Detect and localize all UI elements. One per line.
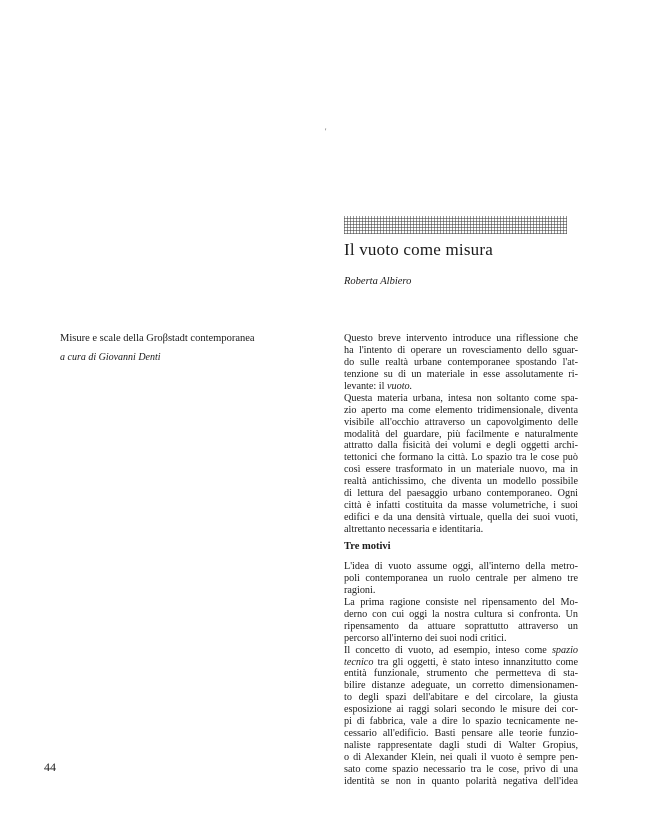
body-line: bilire distanze adeguate, un corretto dimensionamen- — [344, 680, 578, 692]
intro-line: do sulle realtà urbane contemporanee spostando l'at- — [344, 356, 578, 368]
body-line: L'idea di vuoto assume oggi, all'interno della metro- — [344, 561, 578, 572]
body-line: Il concetto di vuoto, ad esempio, inteso come spazio — [344, 644, 578, 656]
article-author: Roberta Albiero — [344, 276, 412, 287]
intro-line: realtà antichissimo, che diventa un modello possibile — [344, 476, 578, 488]
body-line: sato come spazio necessario tra le cose, privo di una — [344, 763, 578, 775]
intro-line: levante: il vuoto. — [344, 380, 413, 392]
body-line: o di Alexander Klein, nei quali il vuoto è sempre pen- — [344, 752, 578, 763]
body-line: derno con cui oggi la nostra cultura si confronta. Un — [344, 608, 578, 620]
body-line: naliste rappresentate dagli studi di Walter Gropius, — [344, 740, 578, 752]
body-line: cessario all'edificio. Basti pensare alle teorie funzio- — [344, 728, 578, 740]
intro-line: città è infatti costituita da masse volumetriche, i suoi — [344, 500, 578, 512]
body-line: esposizione ai raggi solari secondo le misure dei cor- — [344, 704, 578, 716]
intro-line: altrettanto necessaria e identitaria. — [344, 524, 484, 535]
body-line: entità funzionale, strumento che permetteva di sta- — [344, 668, 578, 680]
page-number: 44 — [44, 760, 56, 774]
series-title: Misure e scale della Groβstadt contemporanea — [60, 333, 255, 344]
intro-line: modalità del guardare, più facilmente e naturalmente — [344, 428, 578, 440]
title-hatch-bar — [344, 216, 567, 234]
body-line: La prima ragione consiste nel ripensamento del Mo- — [344, 596, 578, 608]
intro-line: Questa materia urbana, intesa non soltanto come spa- — [344, 392, 578, 404]
intro-line: di lettura del paesaggio urbano contemporaneo. Ogni — [344, 488, 578, 500]
body-line: tecnico tra gli oggetti, è stato inteso innanzitutto come — [344, 656, 578, 668]
body-line: ragioni. — [344, 584, 376, 596]
body-line: poli contemporanea un ruolo centrale per almeno tre — [344, 572, 578, 584]
body-line: to degli spazi dell'abitare e del circolare, la giusta — [344, 692, 578, 704]
intro-line: tenzione su di un materiale in esse assolutamente ri- — [344, 368, 578, 380]
intro-line: tettonici che formano la città. Lo spazio tra le cose può — [344, 452, 578, 464]
series-editor: a cura di Giovanni Denti — [60, 352, 161, 363]
intro-line: così essere trasformato in un materiale nuovo, ma in — [344, 464, 578, 476]
intro-line: visibile all'occhio attraverso un capovolgimento delle — [344, 416, 578, 428]
article-title: Il vuoto come misura — [344, 240, 493, 259]
body-line: percorso all'interno dei suoi nodi critici. — [344, 632, 507, 644]
body-line: identità se non in quanto polarità negativa dell'idea — [344, 775, 578, 787]
body-paragraph — [344, 561, 578, 788]
intro-paragraph — [344, 333, 578, 536]
intro-line: ha l'intento di operare un rovesciamento dello sguar- — [344, 344, 578, 356]
body-line: ripensamento da attuare soprattutto attraverso un — [344, 620, 578, 632]
intro-line: Questo breve intervento introduce una riflessione che — [344, 333, 578, 344]
print-speck: ' — [325, 127, 327, 136]
intro-line: zio aperto ma come elemento tridimensionale, diventa — [344, 404, 578, 416]
body-line: pi di fabbrica, vale a dire lo spazio tecnicamente ne- — [344, 716, 578, 728]
section-heading: Tre motivi — [344, 541, 391, 552]
intro-line: edifici e da una densità virtuale, quella dei suoi vuoti, — [344, 512, 578, 524]
intro-line: attratto dalla fisicità dei volumi e degli oggetti archi- — [344, 440, 578, 452]
